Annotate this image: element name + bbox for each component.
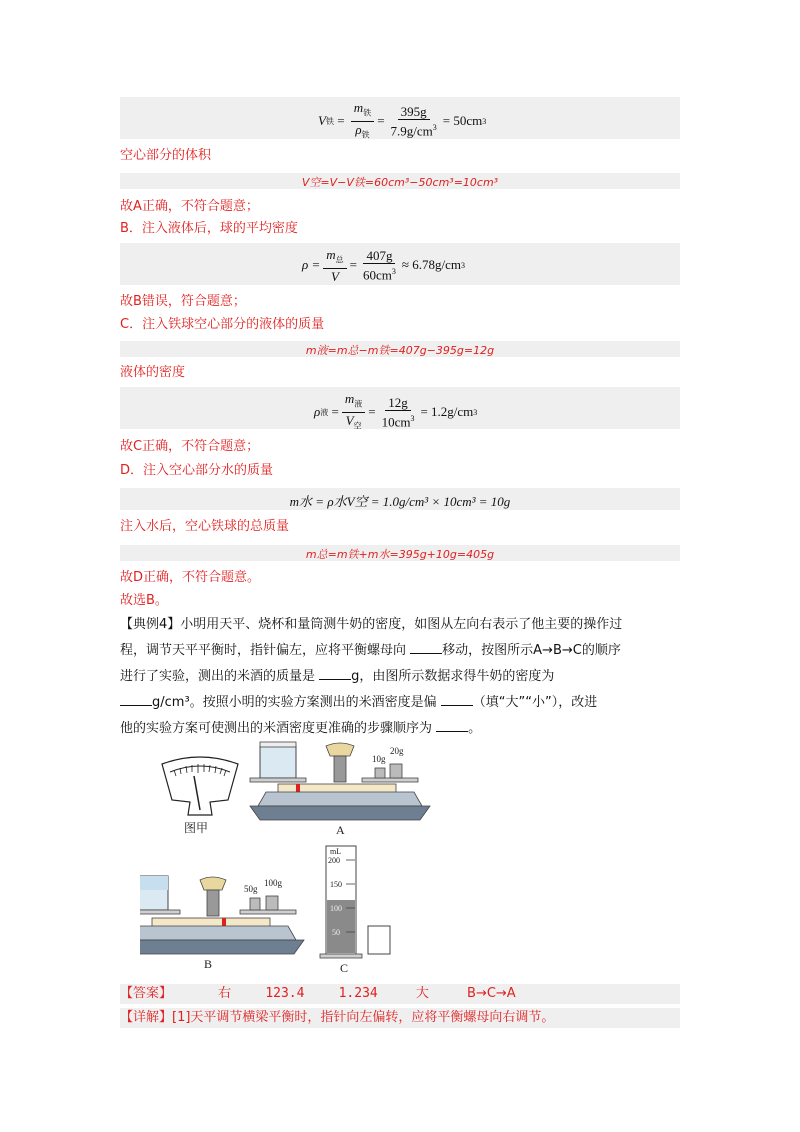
blank-bias[interactable] [441,693,473,706]
formula-total-mass: m总=m铁+m水=395g+10g=405g [305,548,495,561]
detail-band [120,1008,680,1028]
label-total-mass: 注入水后，空心铁球的总质量 [120,519,290,534]
blank-order[interactable] [436,719,468,732]
balance-b [140,876,304,971]
formula-avg-density: ρ = $\frac{m_总}{V}$ = $\frac{407g}{60cm^3}$ ≈ 6.78g/cm 3 [302,247,466,284]
label-hollow-volume: 空心部分的体积 [120,148,212,163]
example-line-4: g/cm³。按照小明的实验方案测出的米酒密度是偏 （填“大”“小”），改进 [120,690,680,716]
formula-liquid-density: ρ 液 = $\frac{m_液}{V_空}$ = $\frac{12g}{10cm^3}$ = 1.2g/cm 3 [314,391,478,431]
formula-water-mass: m水 = ρ水V空 = 1.0g/cm³ × 10cm³ = 10g [289,494,511,509]
answer-band [120,984,680,1004]
blank-mass[interactable] [319,667,351,680]
label-b: B．注入液体后，球的平均密度 [120,221,298,236]
choose-answer: 故选B。 [120,593,168,608]
example-line-5: 他的实验方案可使测出的米酒密度更准确的步骤顺序为 。 [120,721,482,736]
statement-b: 故B错误，符合题意； [120,294,246,309]
svg-text:100: 100 [330,904,342,913]
label-liquid-density: 液体的密度 [120,365,186,380]
label-fig-a: A [336,823,345,837]
formula-hollow: V空=V−V铁=60cm³−50cm³=10cm³ [301,176,499,189]
label-fig-c: C [340,961,349,975]
detail-text: 【详解】[1]天平调节横梁平衡时，指针向左偏转，应将平衡螺母向右调节。 [120,1010,555,1025]
svg-text:10g: 10g [372,754,386,764]
formula-liquid-mass: m液=m总−m铁=407g−395g=12g [305,344,495,357]
svg-text:200: 200 [328,856,340,865]
svg-text:mL: mL [330,847,342,856]
answer-1: 右 [218,986,232,1001]
example-line-1: 【典例4】小明用天平、烧杯和量筒测牛奶的密度，如图从左向右表示了他主要的操作过 [120,617,623,632]
experiment-figures [140,740,580,975]
statement-c: 故C正确，不符合题意； [120,439,260,454]
svg-text:20g: 20g [390,746,404,756]
answer-4: 大 [415,986,429,1001]
svg-text:50: 50 [332,928,340,937]
label-fig-b: B [204,957,213,971]
label-d: D．注入空心部分水的质量 [120,463,274,478]
label-c: C．注入铁球空心部分的液体的质量 [120,317,325,332]
statement-a: 故A正确，不符合题意； [120,199,259,214]
answer-3: 1.234 [338,986,378,1001]
example-line-2: 程，调节天平平衡时，指针偏左，应将平衡螺母向 移动，按图所示A→B→C的顺序 [120,643,621,658]
blank-density[interactable] [120,693,152,706]
cylinder-c [320,846,390,975]
blank-direction[interactable] [410,641,442,654]
answer-5: B→C→A [467,986,516,1001]
statement-d: 故D正确，不符合题意。 [120,570,261,585]
answer-2: 123.4 [265,986,305,1001]
svg-text:150: 150 [330,880,342,889]
formula-iron-volume: V 铁 = $\frac{m_铁}{\rho_铁}$ = $\frac{395g}{7.9g/cm^3}$ = 50cm 3 [318,100,487,140]
answer-label: 【答案】 [120,986,173,1001]
svg-text:100g: 100g [264,878,282,888]
pointer-dial-figure [162,757,238,835]
example-line-3: 进行了实验，测出的米酒的质量是 g，由图所示数据求得牛奶的密度为 [120,669,555,684]
label-fig-jia: 图甲 [184,821,209,835]
balance-a [250,742,430,837]
example-question [120,612,680,742]
svg-text:50g: 50g [244,884,258,894]
